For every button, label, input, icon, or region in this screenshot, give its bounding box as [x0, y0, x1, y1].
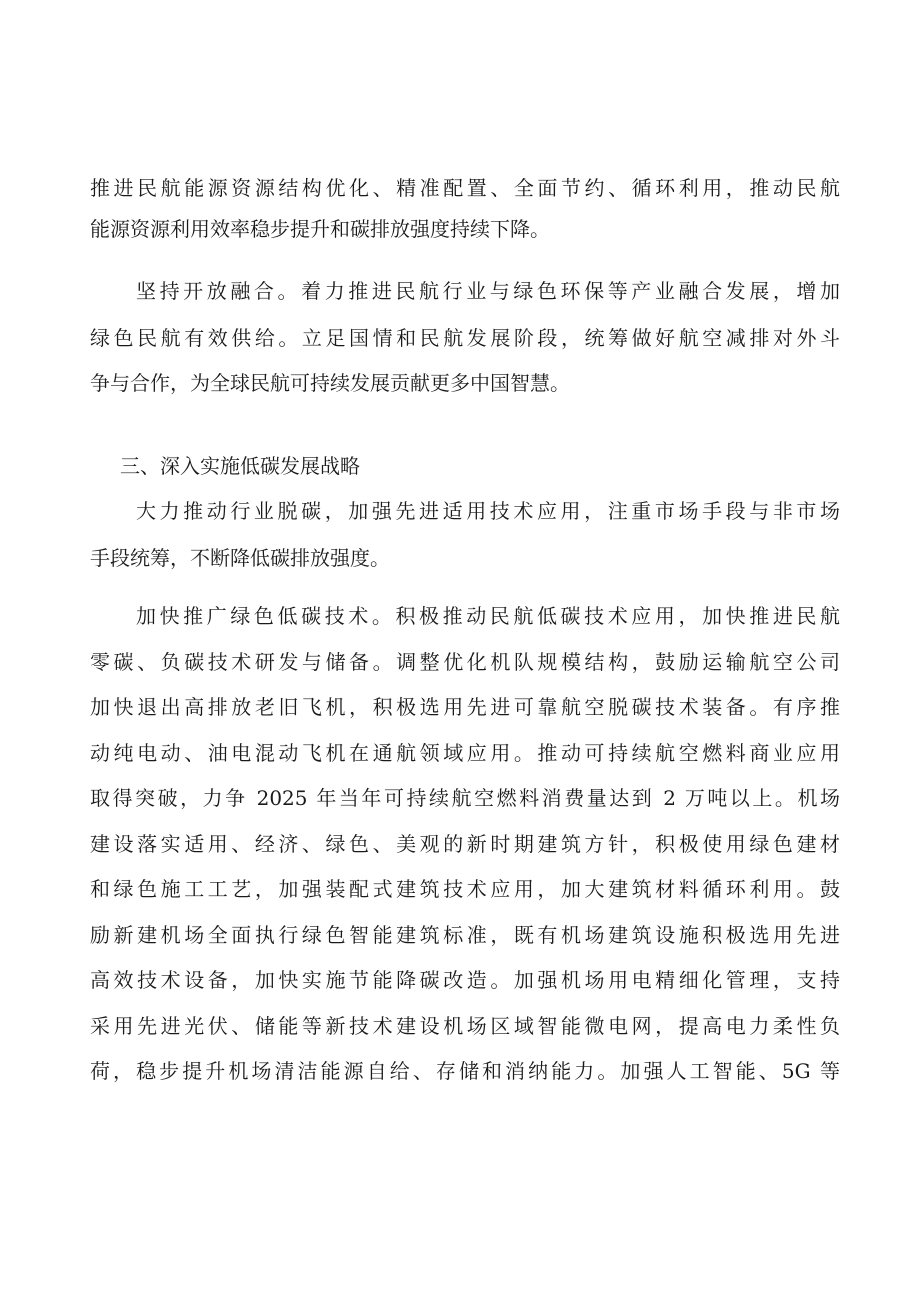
section-heading: 三、深入实施低碳发展战略 — [120, 454, 360, 478]
paragraph-line: 争与合作，为全球民航可持续发展贡献更多中国智慧。 — [90, 371, 570, 395]
paragraph-line: 动纯电动、油电混动飞机在通航领域应用。推动可持续航空燃料商业应用 — [90, 741, 840, 765]
paragraph-line: 大力推动行业脱碳，加强先进适用技术应用，注重市场手段与非市场 — [136, 499, 840, 523]
paragraph-line: 坚持开放融合。着力推进民航行业与绿色环保等产业融合发展，增加 — [136, 279, 840, 303]
paragraph-line: 高效技术设备，加快实施节能降碳改造。加强机场用电精细化管理，支持 — [90, 968, 840, 992]
paragraph-line: 能源资源利用效率稳步提升和碳排放强度持续下降。 — [90, 217, 550, 241]
paragraph-line: 荷，稳步提升机场清洁能源自给、存储和消纳能力。加强人工智能、5G 等 — [90, 1059, 840, 1083]
paragraph-line: 加快退出高排放老旧飞机，积极选用先进可靠航空脱碳技术装备。有序推 — [90, 695, 840, 719]
paragraph-line: 建设落实适用、经济、绿色、美观的新时期建筑方针，积极使用绿色建材 — [90, 832, 840, 856]
paragraph-line: 采用先进光伏、储能等新技术建设机场区域智能微电网，提高电力柔性负 — [90, 1014, 840, 1038]
paragraph-line: 取得突破，力争 2025 年当年可持续航空燃料消费量达到 2 万吨以上。机场 — [90, 786, 840, 810]
paragraph-line: 推进民航能源资源结构优化、精准配置、全面节约、循环利用，推动民航 — [90, 176, 840, 200]
paragraph-line: 励新建机场全面执行绿色智能建筑标准，既有机场建筑设施积极选用先进 — [90, 923, 840, 947]
paragraph-line: 加快推广绿色低碳技术。积极推动民航低碳技术应用，加快推进民航 — [136, 604, 840, 628]
paragraph-line: 绿色民航有效供给。立足国情和民航发展阶段，统筹做好航空减排对外斗 — [90, 326, 840, 350]
paragraph-line: 手段统筹，不断降低碳排放强度。 — [90, 546, 390, 570]
paragraph-line: 零碳、负碳技术研发与储备。调整优化机队规模结构，鼓励运输航空公司 — [90, 650, 840, 674]
paragraph-line: 和绿色施工工艺，加强装配式建筑技术应用，加大建筑材料循环利用。鼓 — [90, 877, 840, 901]
